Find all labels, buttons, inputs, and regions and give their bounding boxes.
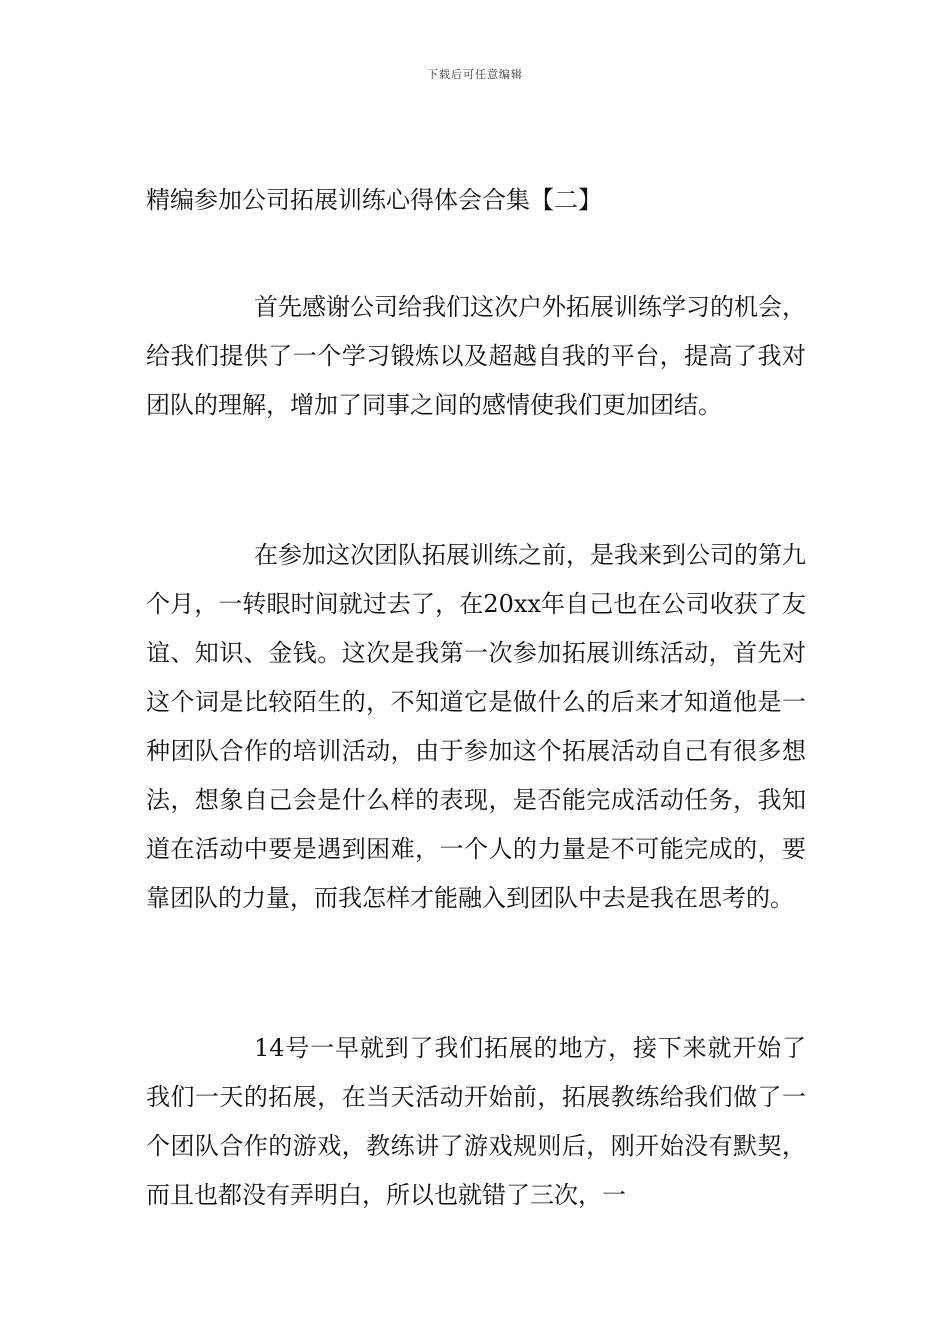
paragraph-3: 14号一早就到了我们拓展的地方，接下来就开始了我们一天的拓展，在当天活动开始前，拓展教练给我们做了一个团队合作的游戏，教练讲了游戏规则后，刚开始没有默契，而且也都没有弄明白，所以也就错了三次，一 (146, 1034, 806, 1209)
paragraph-2: 在参加这次团队拓展训练之前，是我来到公司的第九个月，一转眼时间就过去了，在20xx年自己也在公司收获了友谊、知识、金钱。这次是我第一次参加拓展训练活动，首先对这个词是比较陌生的，不知道它是做什么的后来才知道他是一种团队合作的培训活动，由于参加这个拓展活动自己有很多想法，想象自己会是什么样的表现，是否能完成活动任务，我知道在活动中要是遇到困难，一个人的力量是不可能完成的，要靠团队的力量，而我怎样才能融入到团队中去是我在思考的。 (146, 541, 806, 912)
paragraph-1: 首先感谢公司给我们这次户外拓展训练学习的机会，给我们提供了一个学习锻炼以及超越自我的平台，提高了我对团队的理解，增加了同事之间的感情使我们更加团结。 (146, 293, 806, 419)
header-note: 下载后可任意编辑 (427, 68, 523, 81)
document-title: 精编参加公司拓展训练心得体会合集【二】 (146, 186, 602, 214)
